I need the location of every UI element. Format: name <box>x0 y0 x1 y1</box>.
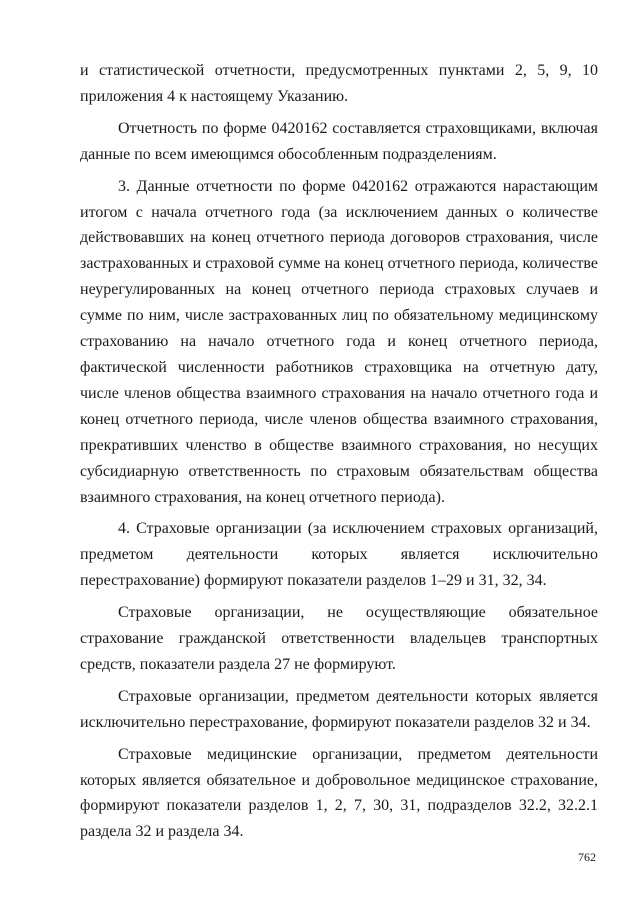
page-number: 762 <box>578 850 596 864</box>
paragraph: и статистической отчетности, предусмотренных пунктами 2, 5, 9, 10 приложения 4 к настоящему Указанию. <box>80 62 598 105</box>
body-text <box>80 58 598 845</box>
paragraph: Страховые организации, не осуществляющие обязательное страхование гражданской ответственности владельцев транспортных средств, показатели раздела 27 не формируют. <box>80 604 598 673</box>
paragraph: Страховые организации, предметом деятельности которых является исключительно перестрахование, формируют показатели разделов 32 и 34. <box>80 687 598 731</box>
paragraph: 4. Страховые организации (за исключением страховых организаций, предметом деятельности которых является исключительно перестрахование) формируют показатели разделов 1–29 и 31, 32, 34. <box>80 520 598 590</box>
paragraph: Отчетность по форме 0420162 составляется страховщиками, включая данные по всем имеющимся обособленным подразделениям. <box>80 119 598 163</box>
paragraph: Страховые медицинские организации, предметом деятельности которых является обязательное и добровольное медицинское страхование, формируют показатели разделов 1, 2, 7, 30, 31, подразделов 32.2, 32.2.1 раздела 32 и раздела 34. <box>80 745 598 841</box>
paragraph: 3. Данные отчетности по форме 0420162 отражаются нарастающим итогом с начала отчетного года (за исключением данных о количестве действовавших на конец отчетного периода договоров страхования, числе застрахованных и страховой сумме на конец отчетного периода, количестве неурегулированных на конец отчетного периода страховых случаев и сумме по ним, числе застрахованных лиц по обязательному медицинскому страхованию на начало отчетного года и конец отчетного периода, фактической численности работников страховщика на отчетную дату, числе членов общества взаимного страхования на начало отчетного года и конец отчетного периода, числе членов общества взаимного страхования, прекративших членство в обществе взаимного страхования, но несущих субсидиарную ответственность по страховым обязательствам общества взаимного страхования, на конец отчетного периода). <box>80 177 598 506</box>
